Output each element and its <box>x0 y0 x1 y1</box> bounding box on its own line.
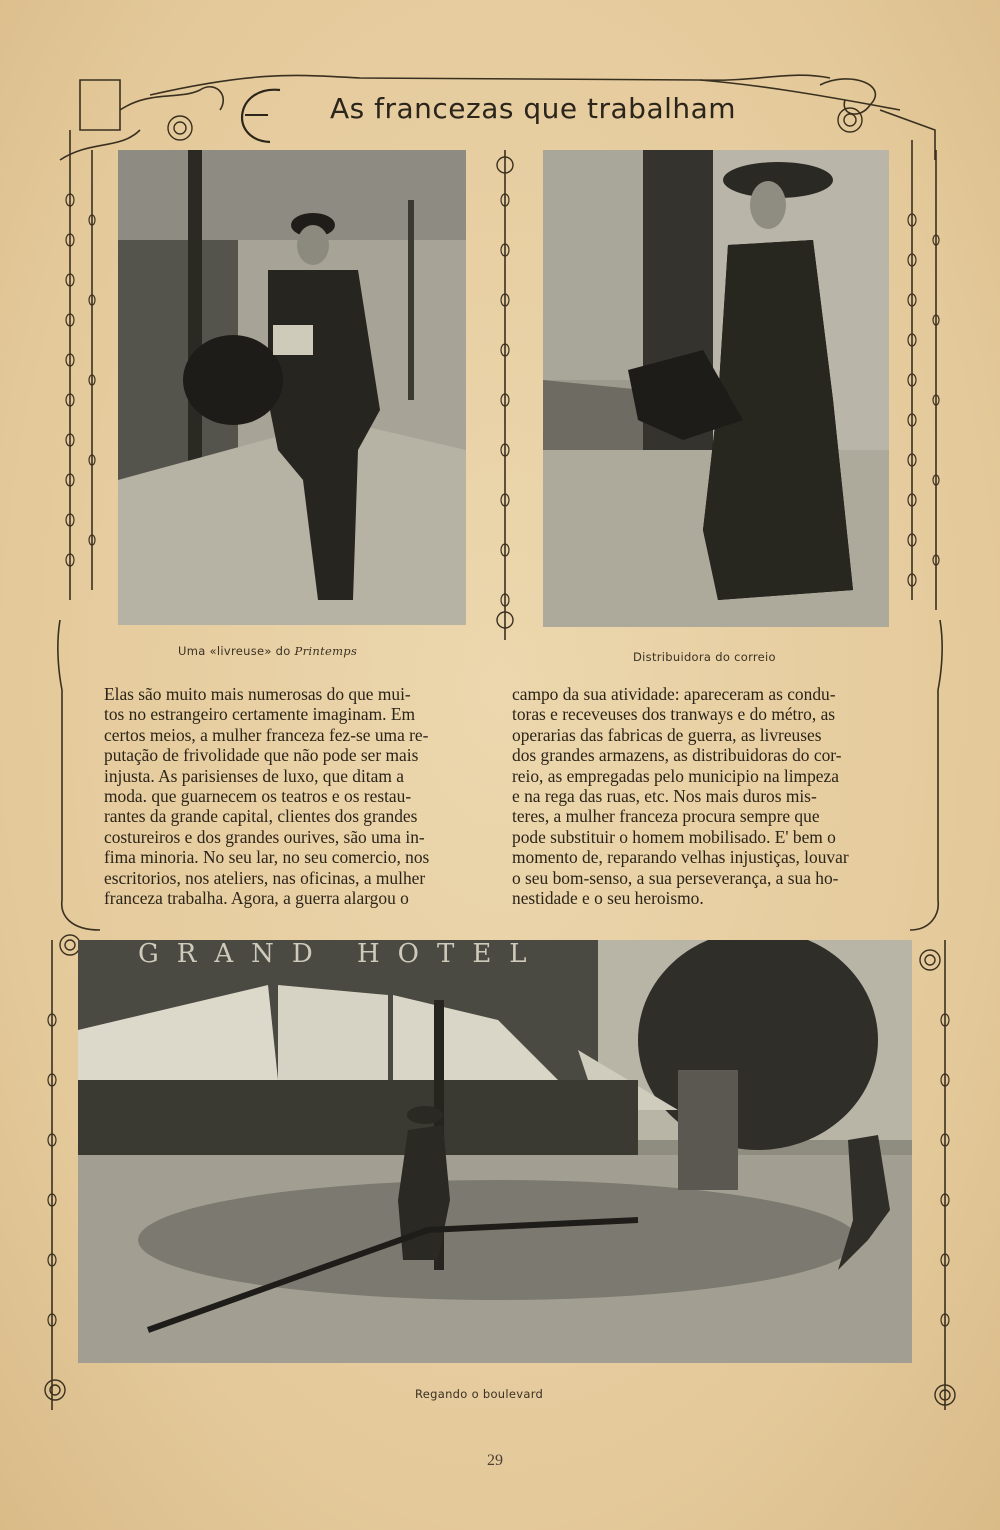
text-line: tos no estrangeiro certamente imaginam. Em <box>104 704 415 725</box>
hotel-sign: GRAND HOTEL <box>138 940 545 969</box>
text-line: teres, a mulher franceza procura sempre que <box>512 806 820 827</box>
text-column-right <box>512 684 906 908</box>
caption-livreuse: Uma «livreuse» do Printemps <box>178 644 358 658</box>
text-line: rantes da grande capital, clientes dos grandes <box>104 806 418 827</box>
photo-distribuidora <box>543 150 889 627</box>
text-line: o seu bom-senso, a sua perseverança, a sua ho- <box>512 867 839 888</box>
text-line: Elas são muito mais numerosas do que mui- <box>104 684 411 704</box>
article-title: As francezas que trabalham <box>330 92 737 125</box>
text-line: putação de frivolidade que não pode ser mais <box>104 745 419 766</box>
text-line: injusta. As parisienses de luxo, que ditam a <box>104 765 404 786</box>
text-line: operarias das fabricas de guerra, as livreuses <box>512 724 822 745</box>
text-column-left <box>104 684 482 908</box>
photo-livreuse <box>118 150 466 625</box>
page-number: 29 <box>487 1452 503 1469</box>
text-line: nestidade e o seu heroismo. <box>512 888 704 909</box>
text-line: dos grandes armazens, as distribuidoras do cor- <box>512 745 842 766</box>
text-line: campo da sua atividade: apareceram as condu- <box>512 684 836 704</box>
text-line: franceza trabalha. Agora, a guerra alargou o <box>104 888 409 909</box>
text-line: fima minoria. No seu lar, no seu comercio, nos <box>104 847 430 868</box>
text-line: toras e receveuses dos tranways e do métro, as <box>512 704 836 725</box>
caption-boulevard: Regando o boulevard <box>415 1387 544 1401</box>
text-line: certos meios, a mulher franceza fez-se uma re- <box>104 724 429 745</box>
text-line: pode substituir o homem mobilisado. E' bem o <box>512 826 836 847</box>
text-line: costureiros e dos grandes ourives, são uma in- <box>104 826 425 847</box>
text-line: moda. que guarnecem os teatros e os restau- <box>104 786 412 807</box>
text-line: momento de, reparando velhas injustiças, louvar <box>512 847 849 868</box>
photo-boulevard <box>78 940 912 1363</box>
caption-distribuidora: Distribuidora do correio <box>633 650 776 664</box>
text-line: e na rega das ruas, etc. Nos mais duros mis- <box>512 786 817 807</box>
text-line: reio, as empregadas pelo municipio na limpeza <box>512 765 839 786</box>
text-line: escritorios, nos ateliers, nas oficinas, a mulher <box>104 867 426 888</box>
